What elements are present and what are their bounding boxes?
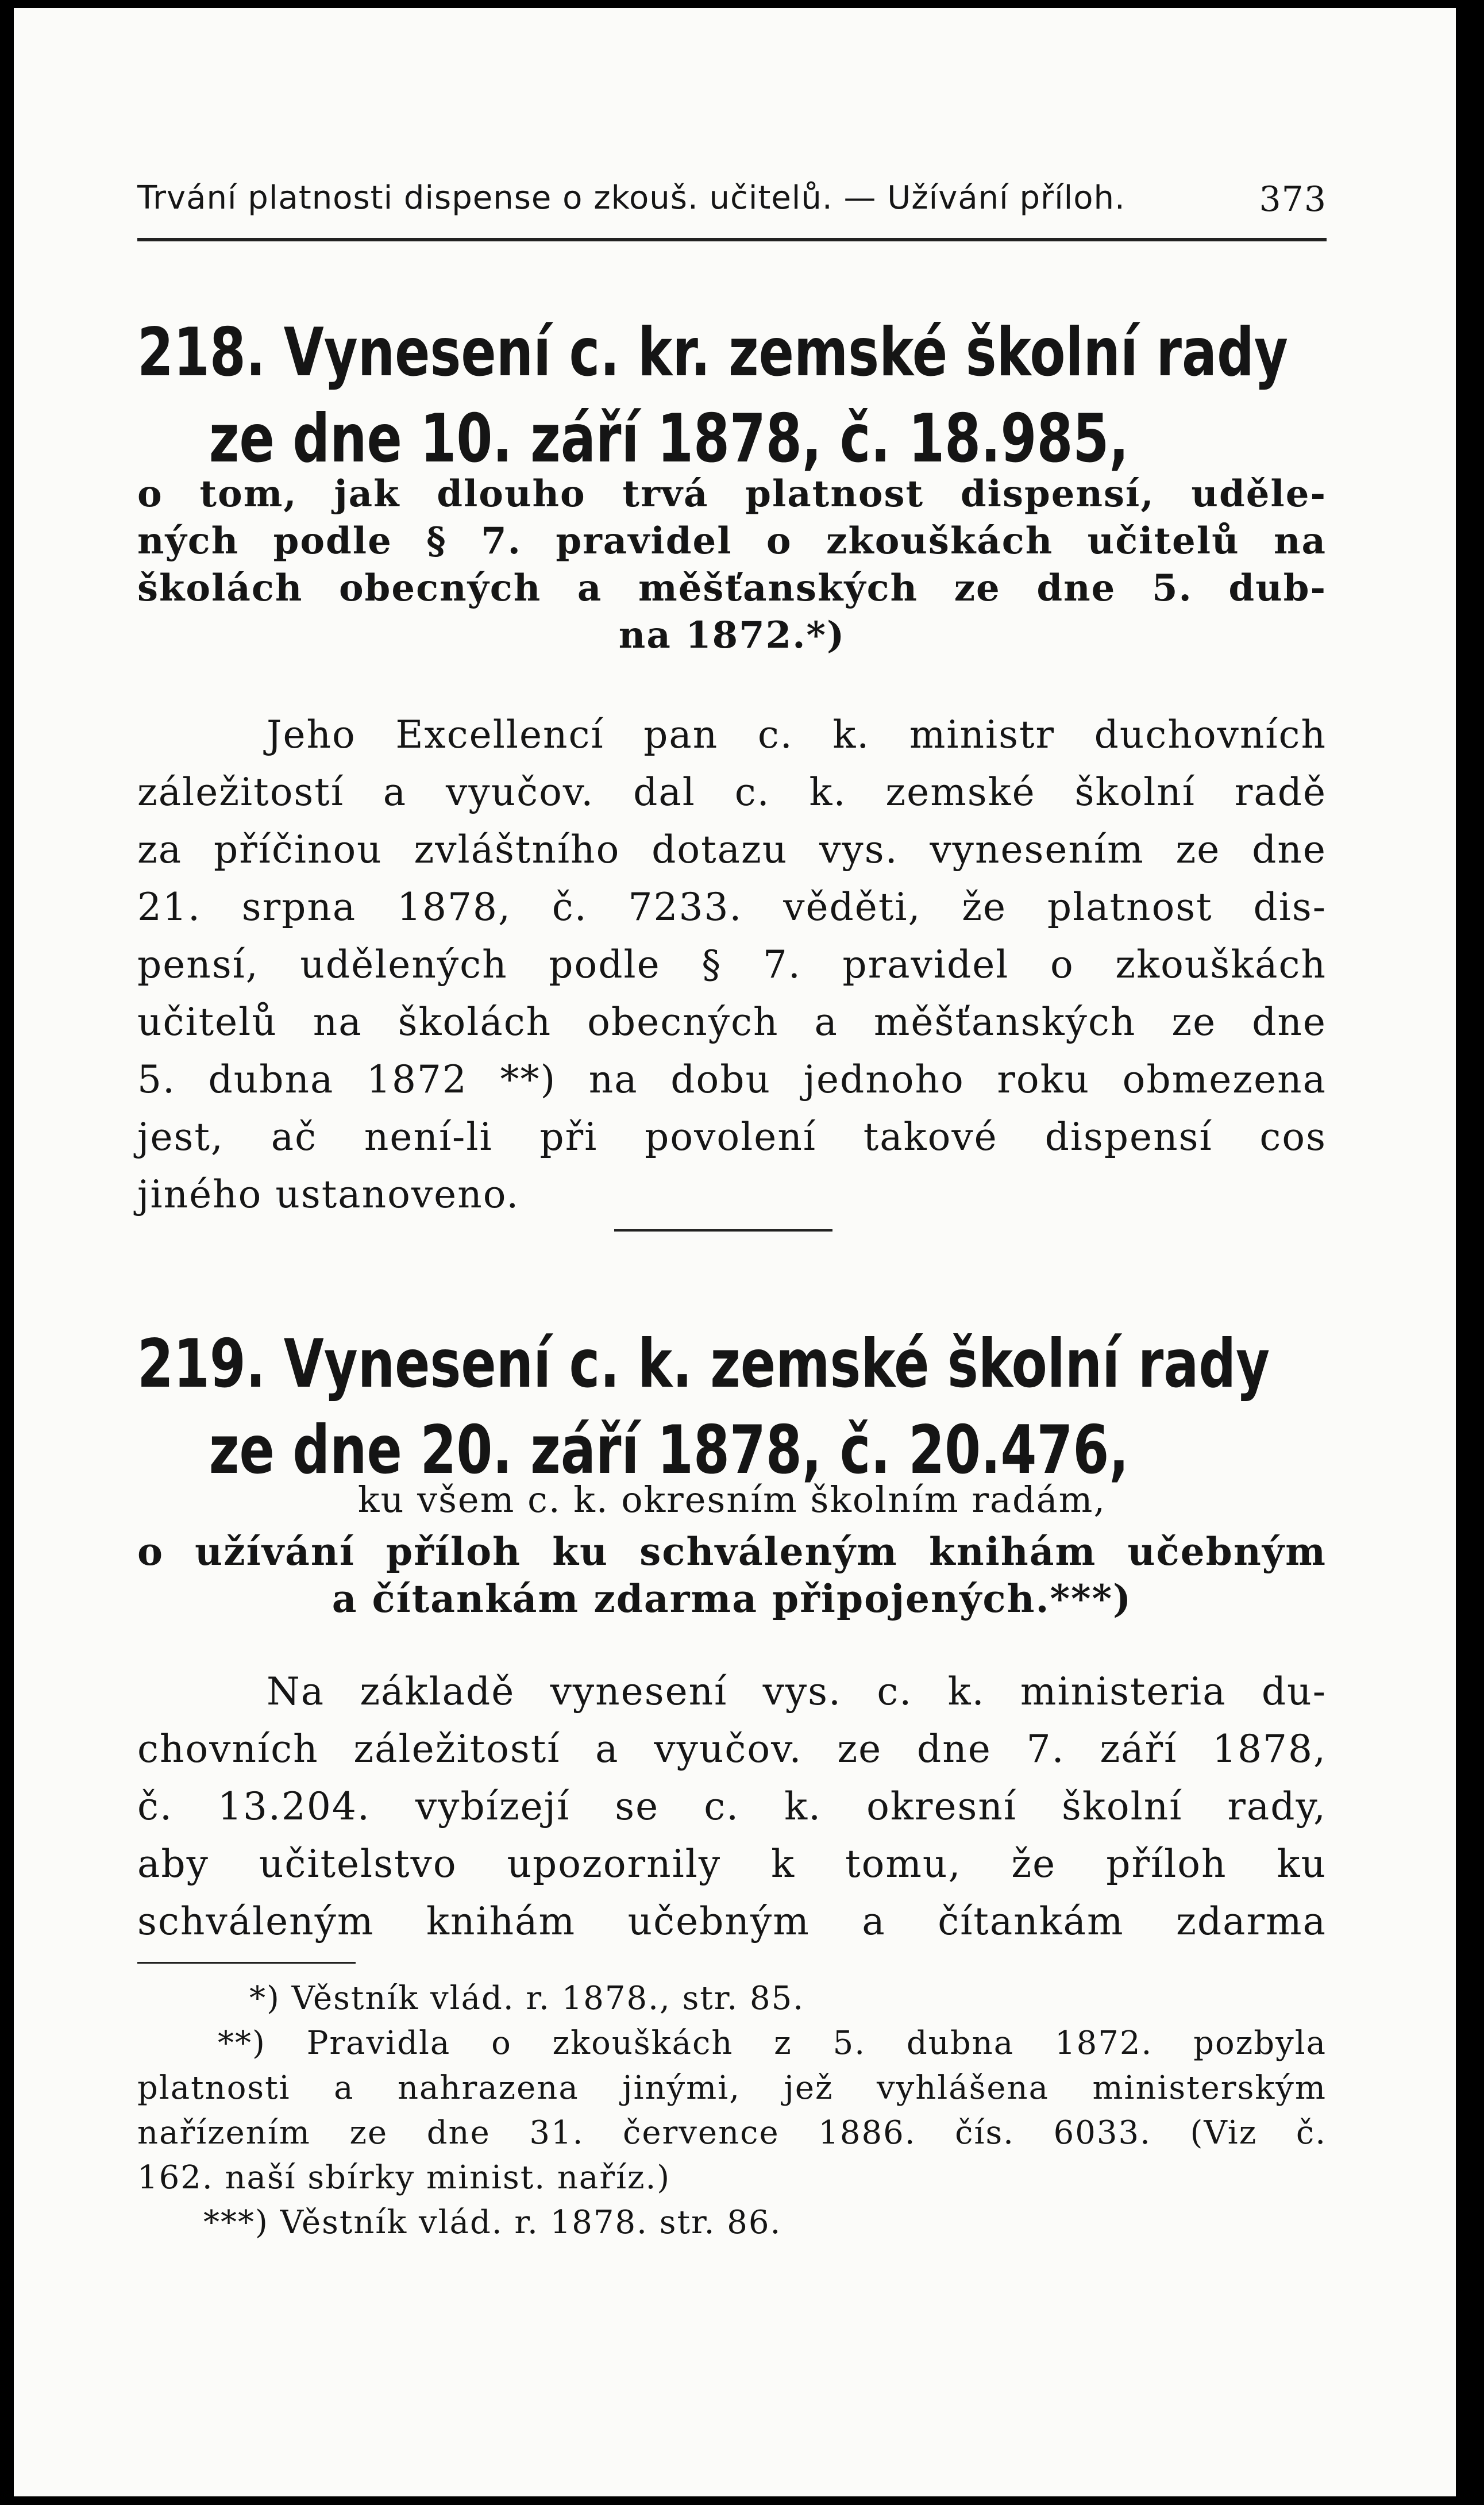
section-divider (614, 1229, 832, 1232)
section-219-title-line1: 219. Vynesení c. k. zemské školní rady (137, 1325, 1270, 1403)
footnote-continuation: nařízením ze dne 31. července 1886. čís. 6033. (Viz č. (137, 2114, 1327, 2152)
subtitle-line: a čítankám zdarma připojených.***) (332, 1576, 1132, 1621)
body-line: 5. dubna 1872 **) na dobu jednoho roku obmezena (137, 1057, 1327, 1102)
footnote-rule (137, 1962, 356, 1964)
section-219-body (137, 1663, 1327, 1950)
body-line: schváleným knihám učebným a čítankám zdarma (137, 1899, 1327, 1944)
running-header (137, 175, 1327, 241)
body-line: 21. srpna 1878, č. 7233. věděti, že platnost dis- (137, 885, 1327, 929)
section-219-addressee (137, 1476, 1327, 1523)
body-line: Na základě vynesení vys. c. k. ministeria du- (267, 1669, 1327, 1714)
subtitle-line: na 1872.*) (618, 614, 846, 657)
subtitle-line: o užívání příloh ku schváleným knihám učebným (137, 1529, 1327, 1574)
running-title: Trvání platnosti dispense o zkouš. učitelů. — Užívání příloh. (137, 179, 1125, 217)
footnote-continuation: 162. naší sbírky minist. naříz.) (137, 2159, 671, 2196)
document-page (14, 8, 1456, 2496)
subtitle-line: o tom, jak dlouho trvá platnost dispensí, uděle- (137, 472, 1327, 515)
subtitle-line: ných podle § 7. pravidel o zkouškách učitelů na (137, 520, 1327, 563)
body-line: jest, ač není-li při povolení takové dispensí cos (137, 1115, 1327, 1159)
footnotes (137, 1976, 1327, 2245)
footnote: *) Věstník vlád. r. 1878., str. 85. (249, 1980, 805, 2017)
section-219-subtitle (137, 1528, 1327, 1622)
footnote-continuation: platnosti a nahrazena jinými, jež vyhlášena ministerským (137, 2069, 1327, 2107)
section-218-title-line1: 218. Vynesení c. kr. zemské školní rady (137, 314, 1288, 391)
addressee-line: ku všem c. k. okresním školním radám, (357, 1479, 1107, 1521)
body-line: pensí, udělených podle § 7. pravidel o zkouškách (137, 942, 1327, 987)
body-line: učitelů na školách obecných a měšťanských ze dne (137, 1000, 1327, 1044)
section-218-body (137, 706, 1327, 1223)
body-line: záležitostí a vyučov. dal c. k. zemské školní radě (137, 770, 1327, 814)
body-line: za příčinou zvláštního dotazu vys. vynesením ze dne (137, 828, 1327, 872)
body-line: č. 13.204. vybízejí se c. k. okresní školní rady, (137, 1784, 1327, 1829)
body-line: aby učitelstvo upozornily k tomu, že příloh ku (137, 1842, 1327, 1886)
body-line: Jeho Excellencí pan c. k. ministr duchovních (267, 713, 1327, 757)
footnote: ***) Věstník vlád. r. 1878. str. 86. (203, 2204, 782, 2241)
body-line: chovních záležitostí a vyučov. ze dne 7. září 1878, (137, 1727, 1327, 1771)
section-218-title-line2: ze dne 10. září 1878, č. 18.985, (209, 400, 1129, 478)
page-number: 373 (1259, 179, 1327, 220)
section-218-subtitle (137, 471, 1327, 659)
body-line: jiného ustanoveno. (137, 1172, 520, 1217)
section-218-title (137, 310, 1288, 482)
subtitle-line: školách obecných a měšťanských ze dne 5. dub- (137, 567, 1327, 610)
footnote: **) Pravidla o zkouškách z 5. dubna 1872. pozbyla (218, 2025, 1327, 2062)
section-219-title-line2: ze dne 20. září 1878, č. 20.476, (209, 1411, 1129, 1489)
section-219-title (137, 1321, 1270, 1494)
